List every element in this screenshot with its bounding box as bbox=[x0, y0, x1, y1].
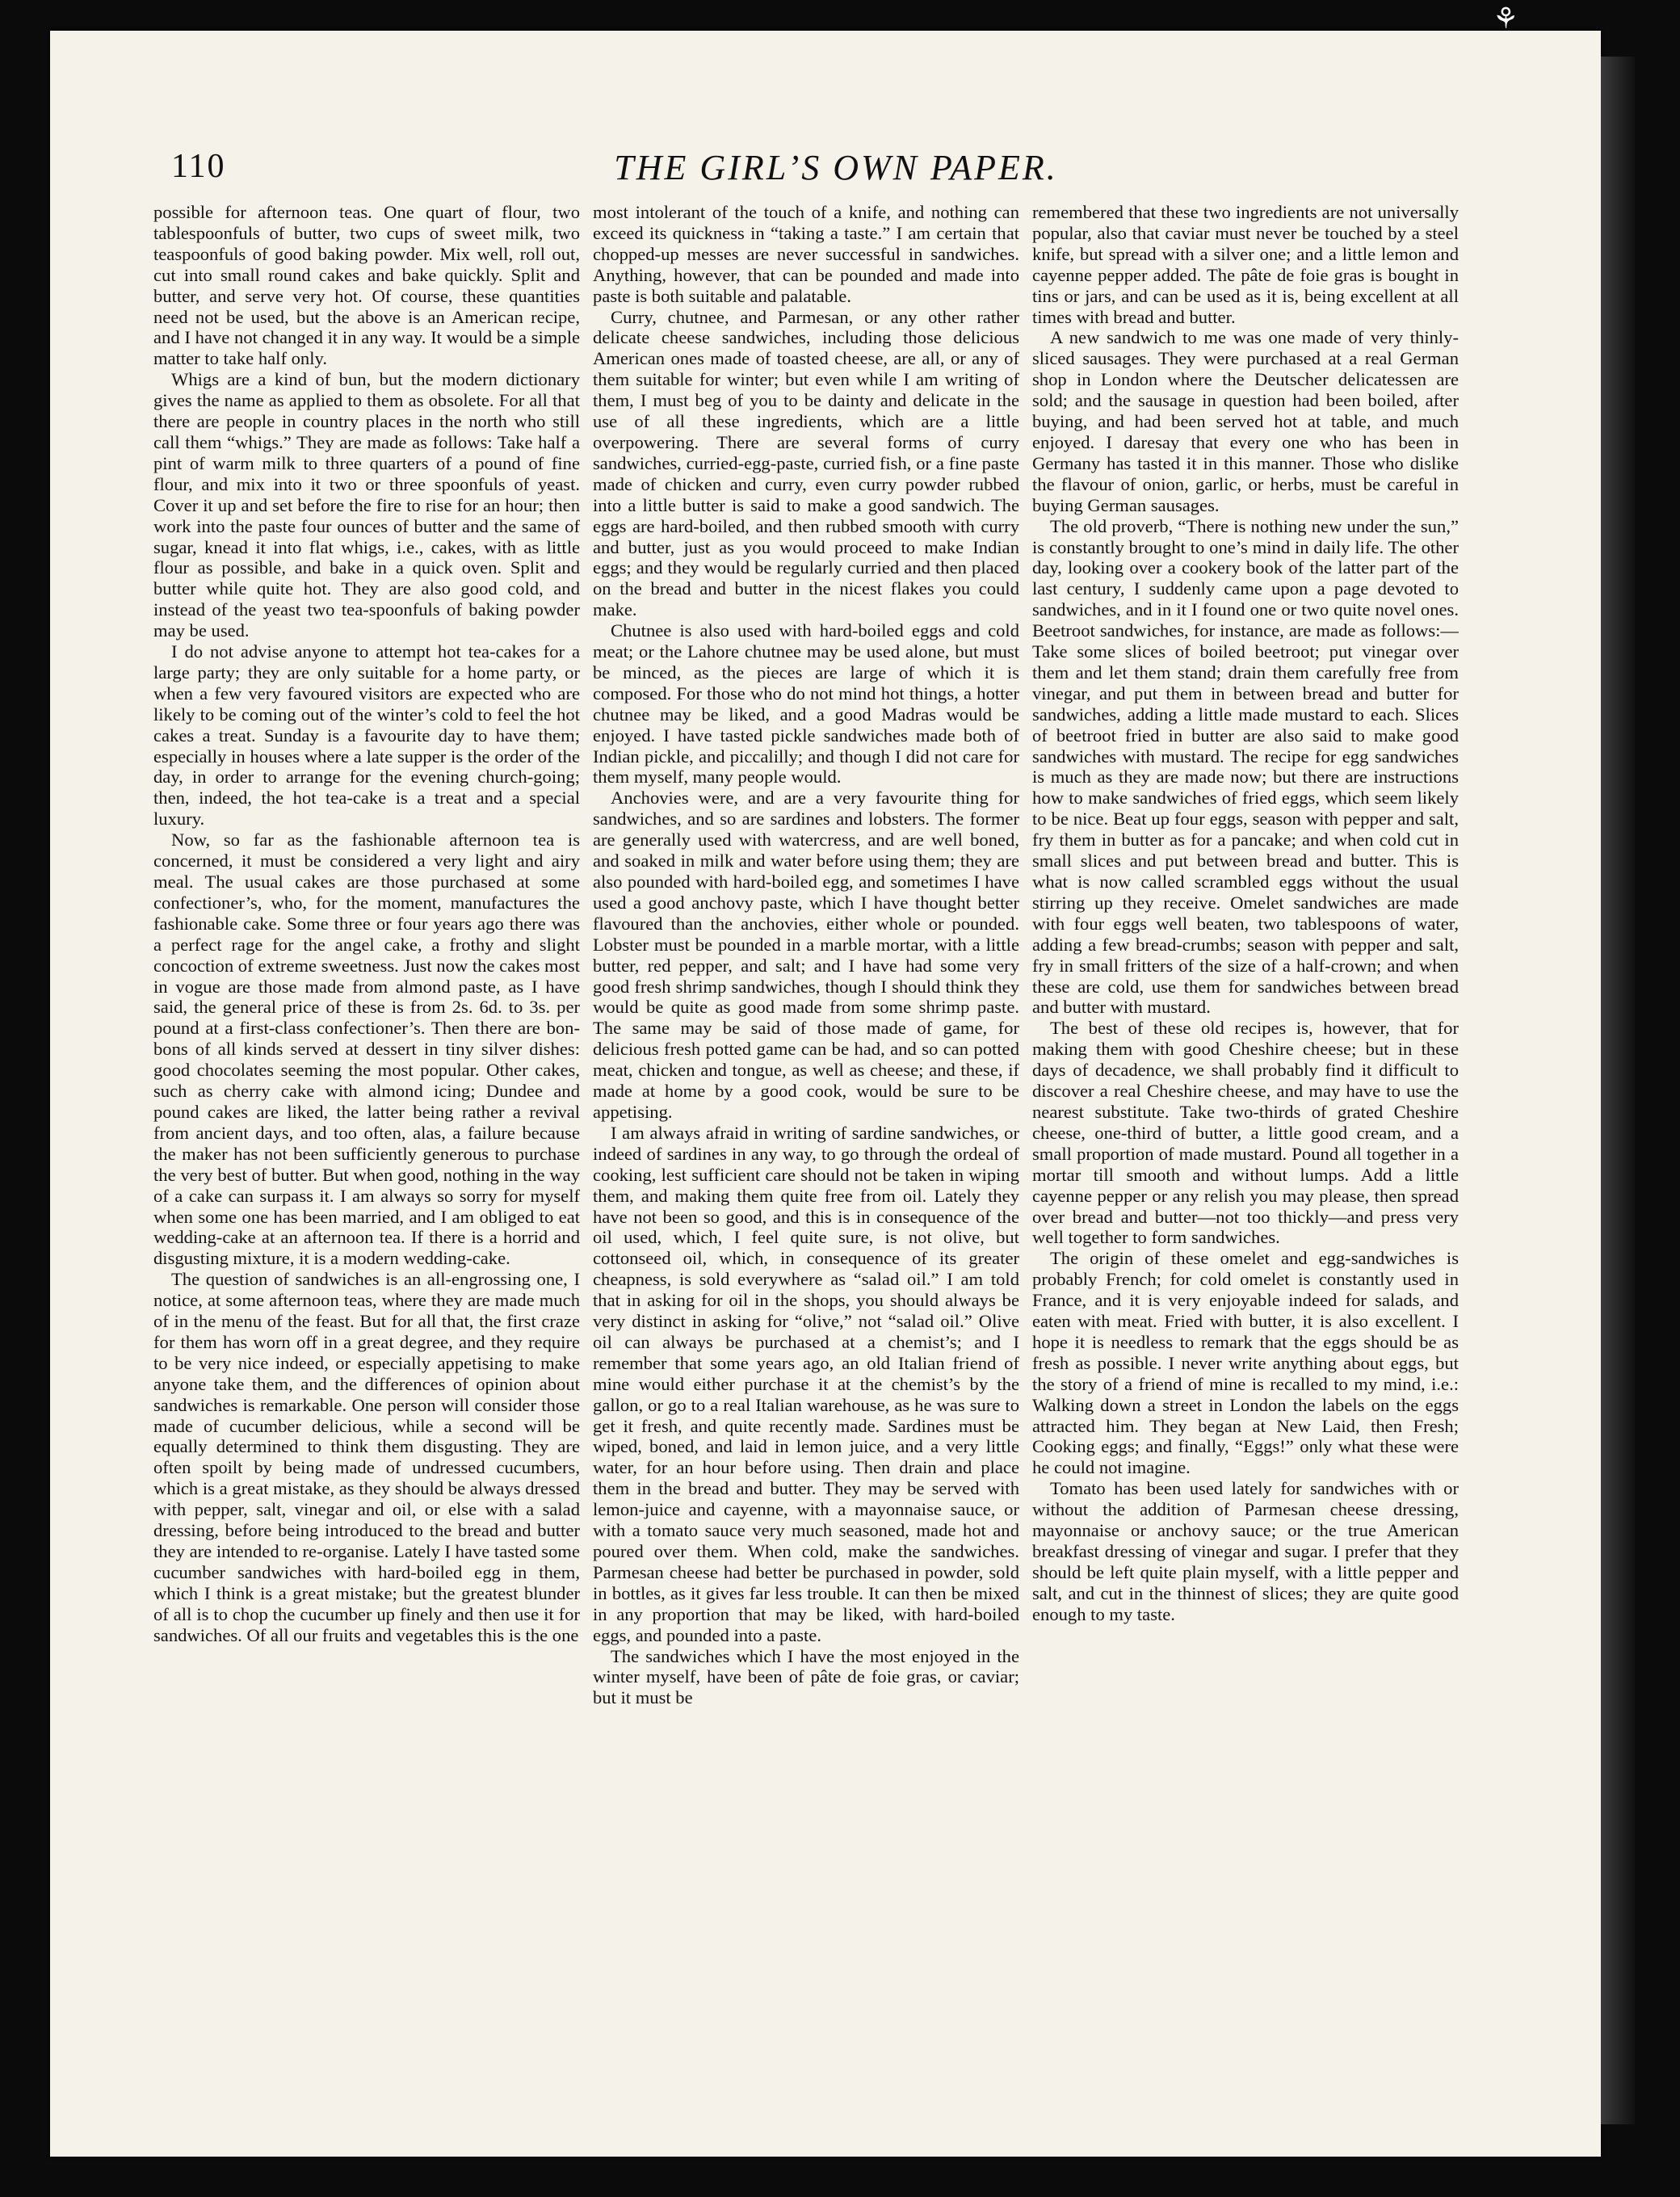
text-column-1 bbox=[153, 202, 580, 2060]
scan-mark-icon: ⚘ bbox=[1493, 2, 1519, 35]
paragraph: possible for afternoon teas. One quart of flour, two tablespoonfuls of butter, two cups of sweet milk, two teaspoonfuls of good baking powder. Mix well, roll out, cut into small round cakes and bake quickly. Split and butter, and serve very hot. Of course, these quantities need not be used, but the above is an American recipe, and I have not changed it in any way. It would be a simple matter to take half only. bbox=[153, 202, 580, 369]
paragraph: The best of these old recipes is, however, that for making them with good Cheshire cheese; but in these days of decadence, we shall probably find it difficult to discover a real Cheshire cheese, and may have to use the nearest substitute. Take two-thirds of grated Cheshire cheese, one-third of butter, a little good cream, and a small proportion of made mustard. Pound all together in a mortar till smooth and without lumps. Add a little cayenne pepper or any relish you may please, then spread over bread and butter—not too thickly—and press very well together to form sandwiches. bbox=[1032, 1018, 1459, 1248]
running-title: THE GIRL’S OWN PAPER. bbox=[614, 148, 1058, 187]
paragraph: Chutnee is also used with hard-boiled eggs and cold meat; or the Lahore chutnee may be used alone, but must be minced, as the pieces are large of which it is composed. For those who do not mind hot things, a hotter chutnee may be liked, and a good Madras would be enjoyed. I have tasted pickle sandwiches made both of Indian pickle, and piccalilly; and though I did not care for them myself, many people would. bbox=[593, 620, 1019, 788]
paragraph: The question of sandwiches is an all-engrossing one, I notice, at some afternoon teas, where they are made much of in the menu of the feast. But for all that, the first craze for them has worn off in a great degree, and they require to be very nice indeed, or especially appetising to make anyone take them, and the differences of opinion about sandwiches is remarkable. One person will consider those made of cucumber delicious, while a second will be equally determined to think them disgusting. They are often spoilt by being made of undressed cucumbers, which is a great mistake, as they should be always dressed with pepper, salt, vinegar and oil, or else with a salad dressing, before being introduced to the bread and butter they are intended to re-organise. Lately I have tasted some cucumber sandwiches with hard-boiled egg in them, which I think is a great mistake; but the greatest blunder of all is to chop the cucumber up finely and then use it for sandwiches. Of all our fruits and vegetables this is the one bbox=[153, 1269, 580, 1645]
paragraph: Curry, chutnee, and Parmesan, or any other rather delicate cheese sandwiches, including those delicious American ones made of toasted cheese, are all, or any of them suitable for winter; but even while I am writing of them, I must beg of you to be dainty and delicate in the use of all these ingredients, which are a little overpowering. There are several forms of curry sandwiches, curried-egg-paste, curried fish, or a fine paste made of chicken and curry, even curry powder rubbed into a little butter is said to make a good sandwich. The eggs are hard-boiled, and then rubbed smooth with curry and butter, just as you would proceed to make Indian eggs; and they would be regularly curried and then placed on the bread and butter in the nicest flakes you could make. bbox=[593, 306, 1019, 620]
paragraph: most intolerant of the touch of a knife, and nothing can exceed its quickness in “taking a taste.” I am certain that chopped-up messes are never successful in sandwiches. Anything, however, that can be pounded and made into paste is both suitable and palatable. bbox=[593, 202, 1019, 306]
paragraph: I am always afraid in writing of sardine sandwiches, or indeed of sardines in any way, to go through the ordeal of cooking, lest sufficient care should not be taken in wiping them, and making them quite free from oil. Lately they have not been so good, and this is in consequence of the oil used, which, I feel quite sure, is not olive, but cottonseed oil, which, in consequence of its greater cheapness, is sold everywhere as “salad oil.” I am told that in asking for oil in the shops, you should always be very distinct in asking for “olive,” not “salad oil.” Olive oil can always be purchased at a chemist’s; and I remember that some years ago, an old Italian friend of mine would either purchase it at the chemist’s by the gallon, or go to a real Italian warehouse, as he was sure to get it fresh, and quite recently made. Sardines must be wiped, boned, and laid in lemon juice, and a very little water, for an hour before using. Then drain and place them in the bread and butter. They may be served with lemon-juice and cayenne, with a mayonnaise sauce, or with a tomato sauce very much seasoned, made hot and poured over them. When cold, make the sandwiches. Parmesan cheese had better be purchased in powder, sold in bottles, as it gives far less trouble. It can then be mixed in any proportion that may be liked, with hard-boiled eggs, and pounded into a paste. bbox=[593, 1122, 1019, 1645]
text-column-2 bbox=[593, 202, 1019, 2060]
paragraph: Whigs are a kind of bun, but the modern dictionary gives the name as applied to them as obsolete. For all that there are people in country places in the north who still call them “whigs.” They are made as follows: Take half a pint of warm milk to three quarters of a pound of fine flour, and mix into it two or three spoonfuls of yeast. Cover it up and set before the fire to rise for an hour; then work into the paste four ounces of butter and the same of sugar, knead it into flat whigs, i.e., cakes, with as little flour as possible, and bake in a quick oven. Split and butter while quite hot. They are also good cold, and instead of the yeast two tea-spoonfuls of baking powder may be used. bbox=[153, 369, 580, 641]
paragraph: Now, so far as the fashionable afternoon tea is concerned, it must be considered a very light and airy meal. The usual cakes are those purchased at some confectioner’s, who, for the moment, manufactures the fashionable cake. Some three or four years ago there was a perfect rage for the angel cake, a frothy and slight concoction of extreme sweetness. Just now the cakes most in vogue are those made from almond paste, as I have said, the general price of these is from 2s. 6d. to 3s. per pound at a first-class confectioner’s. Then there are bon-bons of all kinds served at dessert in tiny silver dishes: good chocolates seeming the most popular. Other cakes, such as cherry cake with almond icing; Dundee and pound cakes are liked, the latter being rather a revival from ancient days, and too often, alas, a failure because the maker has not been sufficiently generous to purchase the very best of butter. But when good, nothing in the way of a cake can surpass it. I am always so sorry for myself when some one has been married, and I am obliged to eat wedding-cake at an afternoon tea. If there is a horrid and disgusting mixture, it is a modern wedding-cake. bbox=[153, 830, 580, 1269]
paragraph: A new sandwich to me was one made of very thinly-sliced sausages. They were purchased at a real German shop in London where the Deutscher delicatessen are sold; and the sausage in question had been boiled, after buying, and had been served hot at table, and much enjoyed. I daresay that every one who has been in Germany has tasted it in this manner. Those who dislike the flavour of onion, garlic, or herbs, must be careful in buying German sausages. bbox=[1032, 327, 1459, 515]
paragraph: The old proverb, “There is nothing new under the sun,” is constantly brought to one’s mind in daily life. The other day, looking over a cookery book of the latter part of the last century, I suddenly came upon a page devoted to sandwiches, and in it I found one or two quite novel ones. Beetroot sandwiches, for instance, are made as follows:—Take some slices of boiled beetroot; put vinegar over them and let them stand; drain them carefully free from vinegar, and put them in between bread and butter for sandwiches, adding a little made mustard to each. Slices of beetroot fried in butter are also said to make good sandwiches with mustard. The recipe for egg sandwiches is much as they are made now; but there are instructions how to make sandwiches of fried eggs, which seem likely to be nice. Beat up four eggs, season with pepper and salt, fry them in butter as for a pancake; and when cold cut in small slices and put between bread and butter. This is what is now called scrambled eggs without the usual stirring up they receive. Omelet sandwiches are made with four eggs well beaten, two tablespoons of water, adding a few bread-crumbs; season with pepper and salt, fry in small fritters of the size of a half-crown; and when these are cold, use them for sandwiches between bread and butter with mustard. bbox=[1032, 515, 1459, 1018]
paragraph: The origin of these omelet and egg-sandwiches is probably French; for cold omelet is constantly used in France, and it is very enjoyable indeed for salads, and eaten with meat. Fried with butter, it is also excellent. I hope it is needless to remark that the eggs should be as fresh as possible. I never write anything about eggs, but the story of a friend of mine is recalled to my mind, i.e.: Walking down a street in London the labels on the eggs attracted him. They began at New Laid, then Fresh; Cooking eggs; and finally, “Eggs!” only what these were he could not imagine. bbox=[1032, 1248, 1459, 1478]
paragraph: The sandwiches which I have the most enjoyed in the winter myself, have been of pâte de foie gras, or caviar; but it must be bbox=[593, 1645, 1019, 1708]
paragraph: remembered that these two ingredients are not universally popular, also that caviar must never be touched by a steel knife, but spread with a silver one; and a little lemon and cayenne pepper added. The pâte de foie gras is bought in tins or jars, and can be used as it is, being excellent at all times with bread and butter. bbox=[1032, 202, 1459, 327]
paragraph: I do not advise anyone to attempt hot tea-cakes for a large party; they are only suitable for a home party, or when a few very favoured visitors are expected who are likely to be coming out of the winter’s cold to feel the hot cakes a treat. Sunday is a favourite day to have them; especially in houses where a late supper is the order of the day, in order to arrange for the evening church-going; then, indeed, the hot tea-cake is a treat and a special luxury. bbox=[153, 641, 580, 830]
facing-page-edge bbox=[1601, 57, 1635, 2124]
page-header bbox=[123, 147, 1549, 192]
paragraph: Tomato has been used lately for sandwiches with or without the addition of Parmesan cheese dressing, mayonnaise or anchovy sauce; or the true American breakfast dressing of vinegar and sugar. I prefer that they should be left quite plain myself, with a little pepper and salt, and cut in the thinnest of slices; they are quite good enough to my taste. bbox=[1032, 1478, 1459, 1624]
page-number: 110 bbox=[171, 148, 226, 185]
text-column-3 bbox=[1032, 202, 1459, 2060]
paragraph: Anchovies were, and are a very favourite thing for sandwiches, and so are sardines and lobsters. The former are generally used with watercress, and are well boned, and soaked in milk and water before using them; they are also pounded with hard-boiled egg, and sometimes I have used a good anchovy paste, which I have thought better flavoured than the anchovies, either whole or pounded. Lobster must be pounded in a marble mortar, with a little butter, red pepper, and salt; and I have had some very good fresh shrimp sandwiches, though I should think they would be quite as good made from some shrimp paste. The same may be said of those made of game, for delicious fresh potted game can be had, and so can potted meat, chicken and tongue, as well as cheese; and these, if made at home by a good cook, would be sure to be appetising. bbox=[593, 788, 1019, 1122]
